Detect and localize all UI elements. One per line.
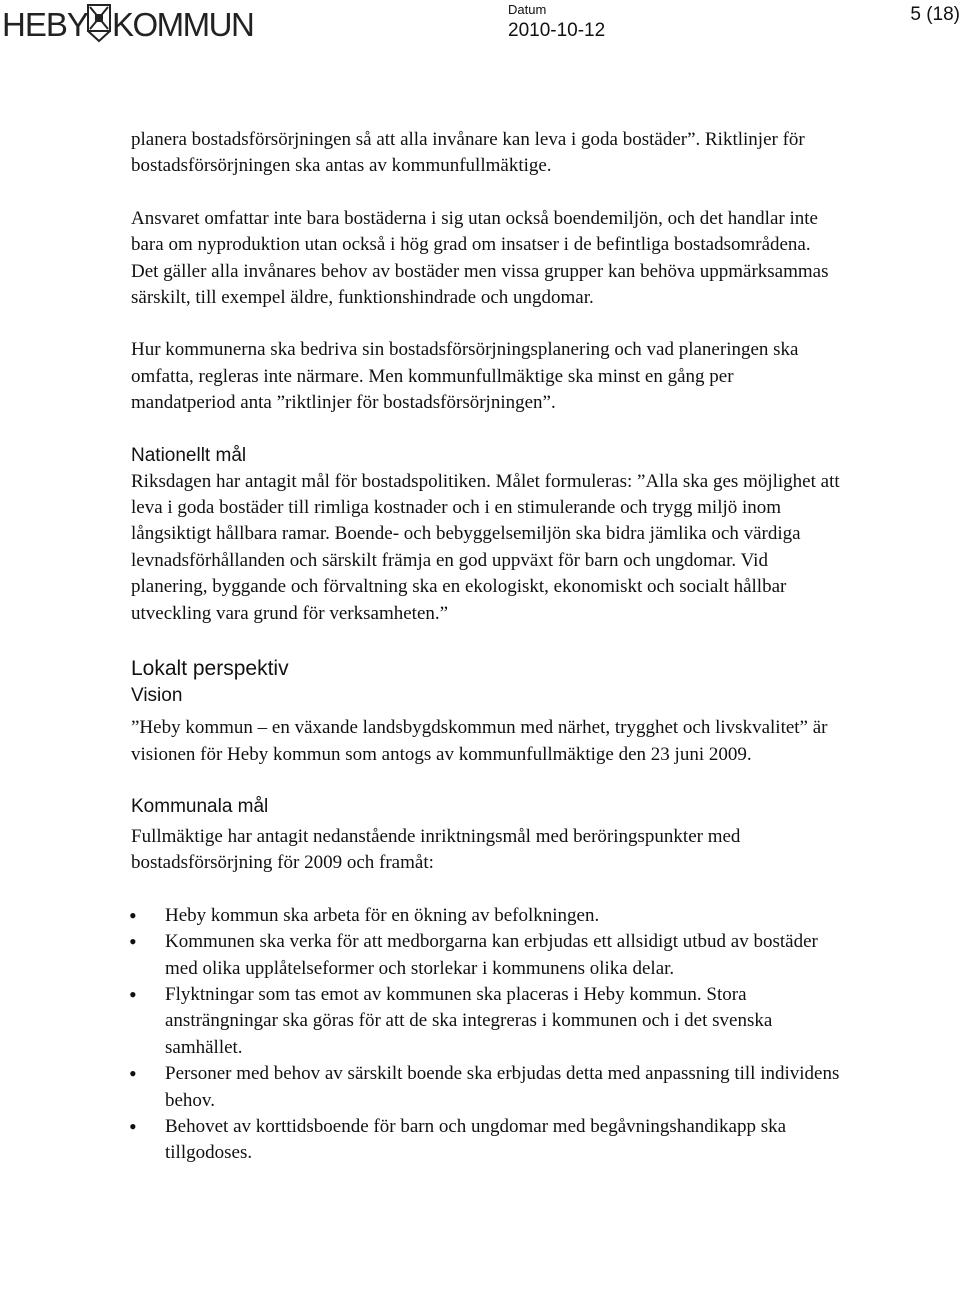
coat-of-arms-icon <box>88 5 110 41</box>
date-label: Datum <box>508 2 547 17</box>
intro-paragraph-2: Ansvaret omfattar inte bara bostäderna i sig utan också boendemiljön, och det handlar inte bara om nyproduktion utan också i hög grad om insatser i de befintliga bostadsområdena. Det gäller alla invånares behov av bostäder men vissa grupper kan behöva uppmärksammas särskilt, till exempel äldre, funktionshindrade och ungdomar. <box>131 207 829 309</box>
municipal-goals-intro: Fullmäktige har antagit nedanstående inriktningsmål med beröringspunkter med bostadsförsörjning för 2009 och framåt: <box>131 825 741 874</box>
intro-paragraph-1: planera bostadsförsörjningen så att alla invånare kan leva i goda bostäder”. Riktlinjer för bostadsförsörjningen ska antas av kommunfullmäktige. <box>131 129 805 177</box>
municipal-goals-heading: Kommunala mål <box>131 795 269 817</box>
national-goal-heading: Nationellt mål <box>131 444 247 466</box>
national-goal-text: Riksdagen har antagit mål för bostadspolitiken. Målet formuleras: ”Alla ska ges möjlighet att leva i goda bostäder till rimliga kostnader och i en stimulerande och trygg miljö inom långsiktigt hållbara ramar. Boende- och bebyggelsemiljön ska bidra jämlika och värdiga levnadsförhållanden och särskilt främja en god uppväxt för barn och ungdomar. Vid planering, byggande och förvaltning ska en ekologiskt, ekonomiskt och socialt hållbar utveckling vara grund för verksamheten.” <box>131 470 840 624</box>
logo-text-kommun: KOMMUN <box>112 6 254 43</box>
municipal-goals-list <box>131 903 841 1167</box>
list-item: • Kommunen ska verka för att medborgarna kan erbjudas ett allsidigt utbud av bostäder med olika upplåtelseformer och storlekar i kommunens olika delar. <box>131 929 841 982</box>
list-item: • Flyktningar som tas emot av kommunen ska placeras i Heby kommun. Stora ansträngningar ska göras för att de ska integreras i kommunen och i det svenska samhället. <box>131 982 841 1061</box>
vision-text: ”Heby kommun – en växande landsbygdskommun med närhet, trygghet och livskvalitet” är visionen för Heby kommun som antogs av kommunfullmäktige den 23 juni 2009. <box>131 717 828 765</box>
intro-paragraph-3: Hur kommunerna ska bedriva sin bostadsförsörjningsplanering och vad planeringen ska omfatta, regleras inte närmare. Men kommunfullmäktige ska minst en gång per mandatperiod anta ”riktlinjer för bostadsförsörjningen”. <box>131 339 799 414</box>
local-perspective-heading: Lokalt perspektiv <box>131 657 289 681</box>
vision-heading: Vision <box>131 685 183 707</box>
list-item: • Heby kommun ska arbeta för en ökning av befolkningen. <box>131 903 841 929</box>
list-item: • Behovet av korttidsboende för barn och ungdomar med begåvningshandikapp ska tillgodoses. <box>131 1114 841 1167</box>
heby-kommun-logo <box>2 2 254 44</box>
page-number: 5 (18) <box>910 4 960 25</box>
list-item: • Personer med behov av särskilt boende ska erbjudas detta med anpassning till individens behov. <box>131 1061 841 1114</box>
logo-text-heby: HEBY <box>2 6 88 43</box>
date-value: 2010-10-12 <box>508 20 606 41</box>
document-body <box>131 127 841 1167</box>
page-header <box>0 0 960 50</box>
